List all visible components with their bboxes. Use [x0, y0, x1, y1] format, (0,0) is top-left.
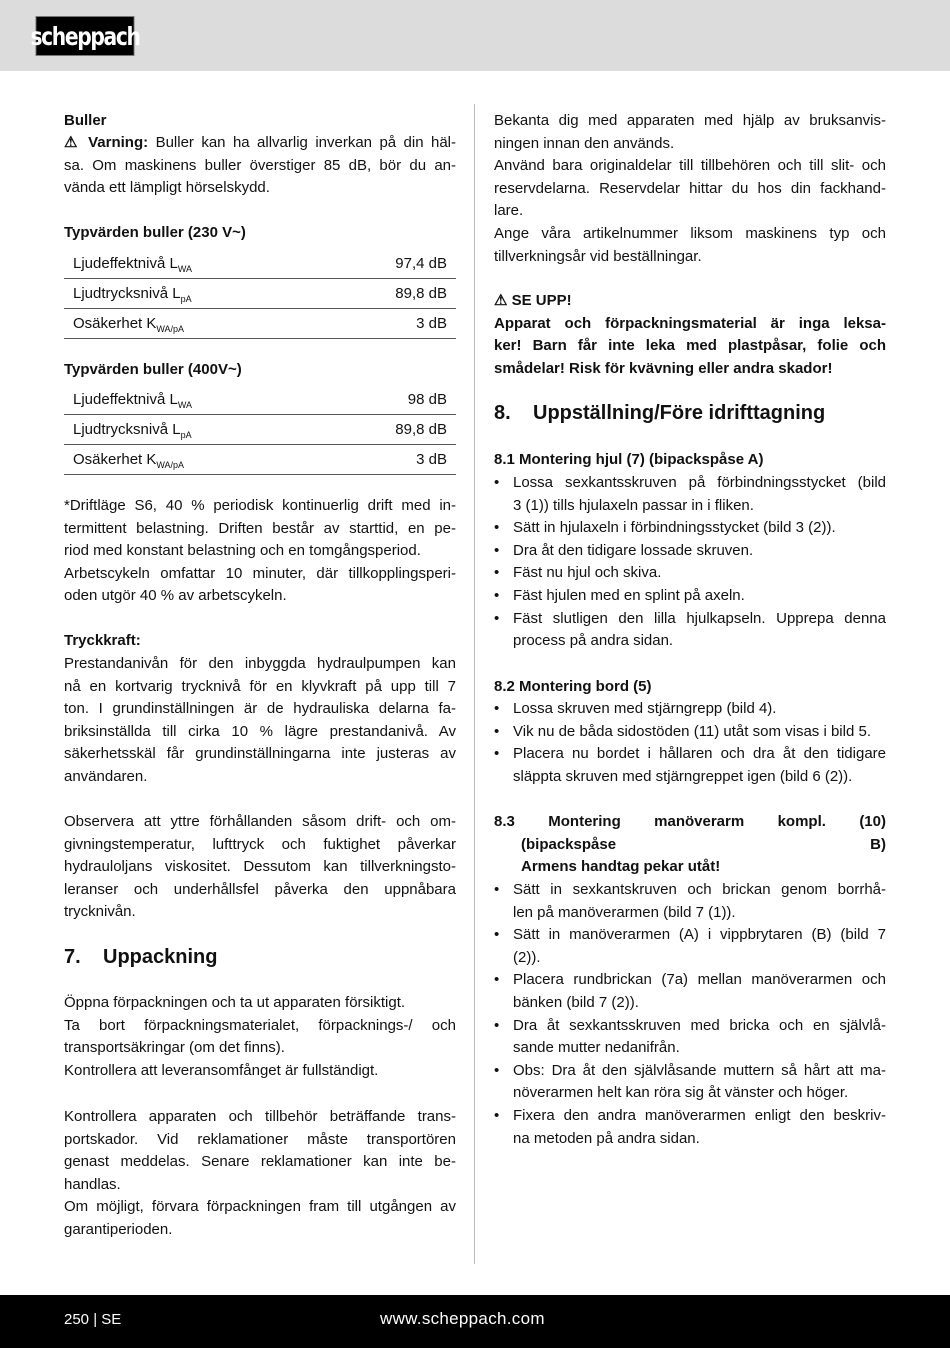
list-item	[494, 1060, 886, 1105]
text-line: sande mutter nedanifrån.	[513, 1039, 680, 1057]
text-line: (bipackspåse B)	[521, 835, 886, 853]
row-value: 3 dB	[416, 315, 447, 332]
list-item	[494, 924, 886, 969]
text-line: Sätt in sexkantskruven och brickan genom borrhå-	[513, 881, 886, 898]
bullet-icon: •	[494, 541, 500, 559]
text-line: riod med konstant belastning och en tomgångsperiod.	[64, 542, 421, 560]
text-line: Kontrollera apparaten och tillbehör beträffande trans-	[64, 1108, 456, 1125]
row-label	[73, 283, 192, 311]
text-line: Använd bara originaldelar till tillbehören och till slit- och	[494, 157, 886, 175]
label-subscript: pA	[180, 294, 192, 304]
text-line: 8.3 Montering manöverarm kompl. (10)	[494, 813, 886, 830]
table-row	[64, 415, 456, 445]
text-line: Sätt in manöverarmen (A) i vippbrytaren (B) (bild 7	[513, 926, 886, 944]
label-text: Ljudtrycksnivå L	[73, 421, 181, 438]
row-value: 89,8 dB	[395, 421, 447, 438]
bullet-icon: •	[494, 722, 500, 740]
text-line: sa. Om maskinens buller överstiger 85 dB, bör du an-	[64, 156, 456, 174]
text-line: Placera rundbrickan (7a) mellan manöverarmen och	[513, 971, 886, 989]
page-number: 250 | SE	[64, 1311, 122, 1328]
text-line: na metoden på andra sidan.	[513, 1129, 700, 1147]
text-line: ton. I grundinställningen är de hydrauliska delarna fa-	[64, 700, 456, 718]
text-line: 8.2 Montering bord (5)	[494, 678, 652, 695]
spec-table	[64, 385, 456, 475]
row-value: 3 dB	[416, 451, 447, 468]
label-subscript: WA/pA	[156, 324, 185, 334]
heading	[64, 944, 456, 970]
row-label	[73, 313, 184, 341]
row-label	[73, 449, 184, 477]
paragraph	[64, 653, 456, 789]
list-item	[494, 517, 886, 540]
text-line: növerarmen helt kan röra sig åt vänster och höger.	[513, 1084, 849, 1102]
list-item	[494, 562, 886, 585]
label-subscript: pA	[180, 430, 192, 440]
text-line: nå en kortvarig trycknivå för en klyvkraft på upp till 7	[64, 677, 456, 695]
label-subscript: WA	[177, 264, 192, 274]
text-line: Dra åt sexkantsskruven med bricka och en självlå-	[513, 1016, 886, 1034]
list-item	[494, 1105, 886, 1150]
paragraph	[494, 290, 886, 380]
column-divider	[474, 104, 475, 1264]
text-line: givningstemperatur, lufttryck och fuktighet påverkar	[64, 835, 456, 853]
text-line: Tryckkraft:	[64, 632, 141, 649]
text-line: Dra åt den tidigare lossade skruven.	[513, 541, 754, 559]
row-value: 98 dB	[407, 391, 447, 408]
heading-number: 7.	[64, 946, 81, 968]
list-item	[494, 540, 886, 563]
section-heading	[64, 944, 456, 970]
warning-label: ⚠ Varning:	[64, 134, 149, 151]
paragraph	[64, 811, 456, 924]
text-line: Armens handtag pekar utåt!	[521, 858, 721, 876]
text-line: Arbetscykeln omfattar 10 minuter, där tillkopplingsperi-	[64, 564, 456, 582]
text-line: Vik nu de båda sidostöden (11) utåt som visas i bild 5.	[513, 722, 871, 740]
text-line: trycknivån.	[64, 903, 136, 921]
bullet-list	[494, 472, 886, 653]
list-item	[494, 608, 886, 653]
heading	[494, 400, 886, 426]
bullet-icon: •	[494, 474, 500, 491]
text-line: garantiperioden.	[64, 1220, 173, 1238]
text-line: Apparat och förpackningsmaterial är inga leksa-	[494, 314, 886, 332]
table-row	[64, 445, 456, 475]
text-line: tillverkningsår vid beställningar.	[494, 247, 702, 265]
bullet-list	[494, 698, 886, 788]
paragraph	[64, 495, 456, 608]
text-line: användaren.	[64, 767, 148, 785]
text-line: Observera att yttre förhållanden såsom drift- och om-	[64, 813, 456, 830]
row-value: 89,8 dB	[395, 285, 447, 302]
paragraph	[494, 110, 886, 268]
table-row	[64, 279, 456, 309]
text-line: Lossa skruven med stjärngrepp (bild 4).	[513, 700, 777, 717]
text-line: Om möjligt, förvara förpackningen fram till utgången av	[64, 1198, 456, 1216]
text-line: Kontrollera att leveransomfånget är fullständigt.	[64, 1061, 379, 1079]
text-line: len på manöverarmen (bild 7 (1)).	[513, 903, 736, 921]
paragraph	[64, 132, 456, 200]
table-row	[64, 309, 456, 339]
text-line: hydrauloljans viskositet. Dessutom kan tillverkningsto-	[64, 858, 456, 876]
list-item	[494, 698, 886, 721]
bullet-icon: •	[494, 971, 500, 989]
text-line: släppta skruven med stjärngreppet igen (bild 6 (2)).	[513, 767, 853, 785]
text-line: Sätt in hjulaxeln i förbindningsstycket (bild 3 (2)).	[513, 519, 836, 537]
label-text: Osäkerhet K	[73, 315, 157, 332]
text-line: oden utgör 40 % av arbetscykeln.	[64, 587, 287, 605]
bullet-icon: •	[494, 1061, 500, 1079]
text-line: (2)).	[513, 948, 541, 966]
text-line: Typvärden buller (400V~)	[64, 361, 242, 378]
label-text: Ljudeffektnivå L	[73, 255, 178, 272]
bullet-icon: •	[494, 881, 500, 898]
text-line: Lossa sexkantsskruven på förbindningsstycket (bild	[513, 474, 886, 491]
text-line: portskador. Vid reklamationer måste transportören	[64, 1130, 456, 1148]
text-line: Bekanta dig med apparaten med hjälp av bruksanvis-	[494, 112, 886, 129]
text-line: process på andra sidan.	[513, 632, 674, 650]
text-line: Fäst hjulen med en splint på axeln.	[513, 586, 745, 604]
text-line: 8.1 Montering hjul (7) (bipackspåse A)	[494, 451, 764, 468]
label-subscript: WA/pA	[156, 460, 185, 470]
page-header	[0, 0, 950, 71]
list-item	[494, 743, 886, 788]
text-line: Ange våra artikelnummer liksom maskinens typ och	[494, 224, 886, 242]
list-item	[494, 585, 886, 608]
heading-title: Uppställning/Före idrifttagning	[533, 402, 826, 424]
text-line: smådelar! Risk för kvävning eller andra skador!	[494, 359, 833, 377]
text-line: Fäst slutligen den lilla hjulkapseln. Upprepa denna	[513, 609, 886, 627]
row-label	[73, 419, 192, 447]
bullet-icon: •	[494, 745, 500, 763]
paragraph	[64, 630, 456, 653]
label-text: Ljudeffektnivå L	[73, 391, 178, 408]
text-line: Fixera den andra manöverarmen enligt den beskriv-	[513, 1106, 886, 1124]
text-line: Ta bort förpackningsmaterialet, förpacknings-/ och	[64, 1016, 456, 1034]
text-line: bänken (bild 7 (2)).	[513, 993, 639, 1011]
row-label	[73, 253, 192, 281]
text-line: lare.	[494, 202, 524, 220]
list-item	[494, 1015, 886, 1060]
text-line: Öppna förpackningen och ta ut apparaten försiktigt.	[64, 994, 406, 1011]
text-line	[64, 132, 456, 155]
list-item	[494, 969, 886, 1014]
list-item	[494, 879, 886, 924]
paragraph	[494, 676, 886, 699]
text-line: Obs: Dra åt den självlåsande muttern så hårt att ma-	[513, 1061, 886, 1079]
text-line: leranser och underhållsfel påverka den uppnåbara	[64, 880, 456, 898]
scheppach-logo: scheppach	[36, 16, 135, 56]
label-text: Ljudtrycksnivå L	[73, 285, 181, 302]
paragraph	[64, 222, 456, 245]
bullet-icon: •	[494, 700, 500, 717]
text-line: Fäst nu hjul och skiva.	[513, 564, 662, 582]
text-line: ⚠ SE UPP!	[494, 292, 572, 309]
warning-text: Buller kan ha allvarlig inverkan på din häl-	[148, 134, 456, 151]
label-subscript: WA	[177, 400, 192, 410]
list-item	[494, 721, 886, 744]
text-line: Placera nu bordet i hållaren och dra åt den tidigare	[513, 745, 886, 763]
table-row	[64, 249, 456, 279]
row-label	[73, 389, 192, 417]
paragraph	[64, 359, 456, 382]
page-footer	[0, 1295, 950, 1348]
label-text: Osäkerhet K	[73, 451, 157, 468]
text-line: ker! Barn får inte leka med plastpåsar, folie och	[494, 337, 886, 355]
text-line: briksinställda till cirka 10 % lägre prestandanivå. Av	[64, 722, 456, 740]
paragraph	[64, 110, 456, 133]
paragraph	[494, 811, 886, 879]
bullet-icon: •	[494, 926, 500, 944]
heading-title: Uppackning	[103, 946, 218, 968]
bullet-list	[494, 879, 886, 1150]
table-row	[64, 385, 456, 415]
text-line: 3 (1)) tills hjulaxeln passar in i fliken.	[513, 496, 754, 514]
text-line: vända ett lämpligt hörselskydd.	[64, 179, 270, 197]
website-link[interactable]: www.scheppach.com	[380, 1309, 545, 1328]
row-value: 97,4 dB	[395, 255, 447, 272]
paragraph	[64, 992, 456, 1082]
spec-table	[64, 249, 456, 339]
text-line: transportsäkringar (om det finns).	[64, 1039, 285, 1057]
text-line: handlas.	[64, 1175, 121, 1193]
text-line: genast meddelas. Senare reklamationer kan inte be-	[64, 1153, 456, 1171]
paragraph	[494, 449, 886, 472]
text-line: Typvärden buller (230 V~)	[64, 224, 246, 241]
bullet-icon: •	[494, 564, 500, 582]
bullet-icon: •	[494, 519, 500, 537]
text-line: ningen innan den används.	[494, 134, 675, 152]
paragraph	[64, 1106, 456, 1242]
section-heading	[494, 400, 886, 426]
text-line: reservdelarna. Reservdelar hittar du hos din fackhand-	[494, 179, 886, 197]
text-line: Prestandanivån för den inbyggda hydraulpumpen kan	[64, 655, 456, 672]
bullet-icon: •	[494, 609, 500, 627]
bullet-icon: •	[494, 1016, 500, 1034]
bullet-icon: •	[494, 1106, 500, 1124]
text-line: *Driftläge S6, 40 % periodisk kontinuerlig drift med in-	[64, 497, 456, 514]
text-line: Buller	[64, 112, 107, 129]
text-line: säkerhetsskäl får grundinställningarna inte justeras av	[64, 745, 456, 763]
list-item	[494, 472, 886, 517]
text-line: termittent belastning. Driften består av starttid, en pe-	[64, 519, 456, 537]
bullet-icon: •	[494, 586, 500, 604]
heading-number: 8.	[494, 402, 511, 424]
